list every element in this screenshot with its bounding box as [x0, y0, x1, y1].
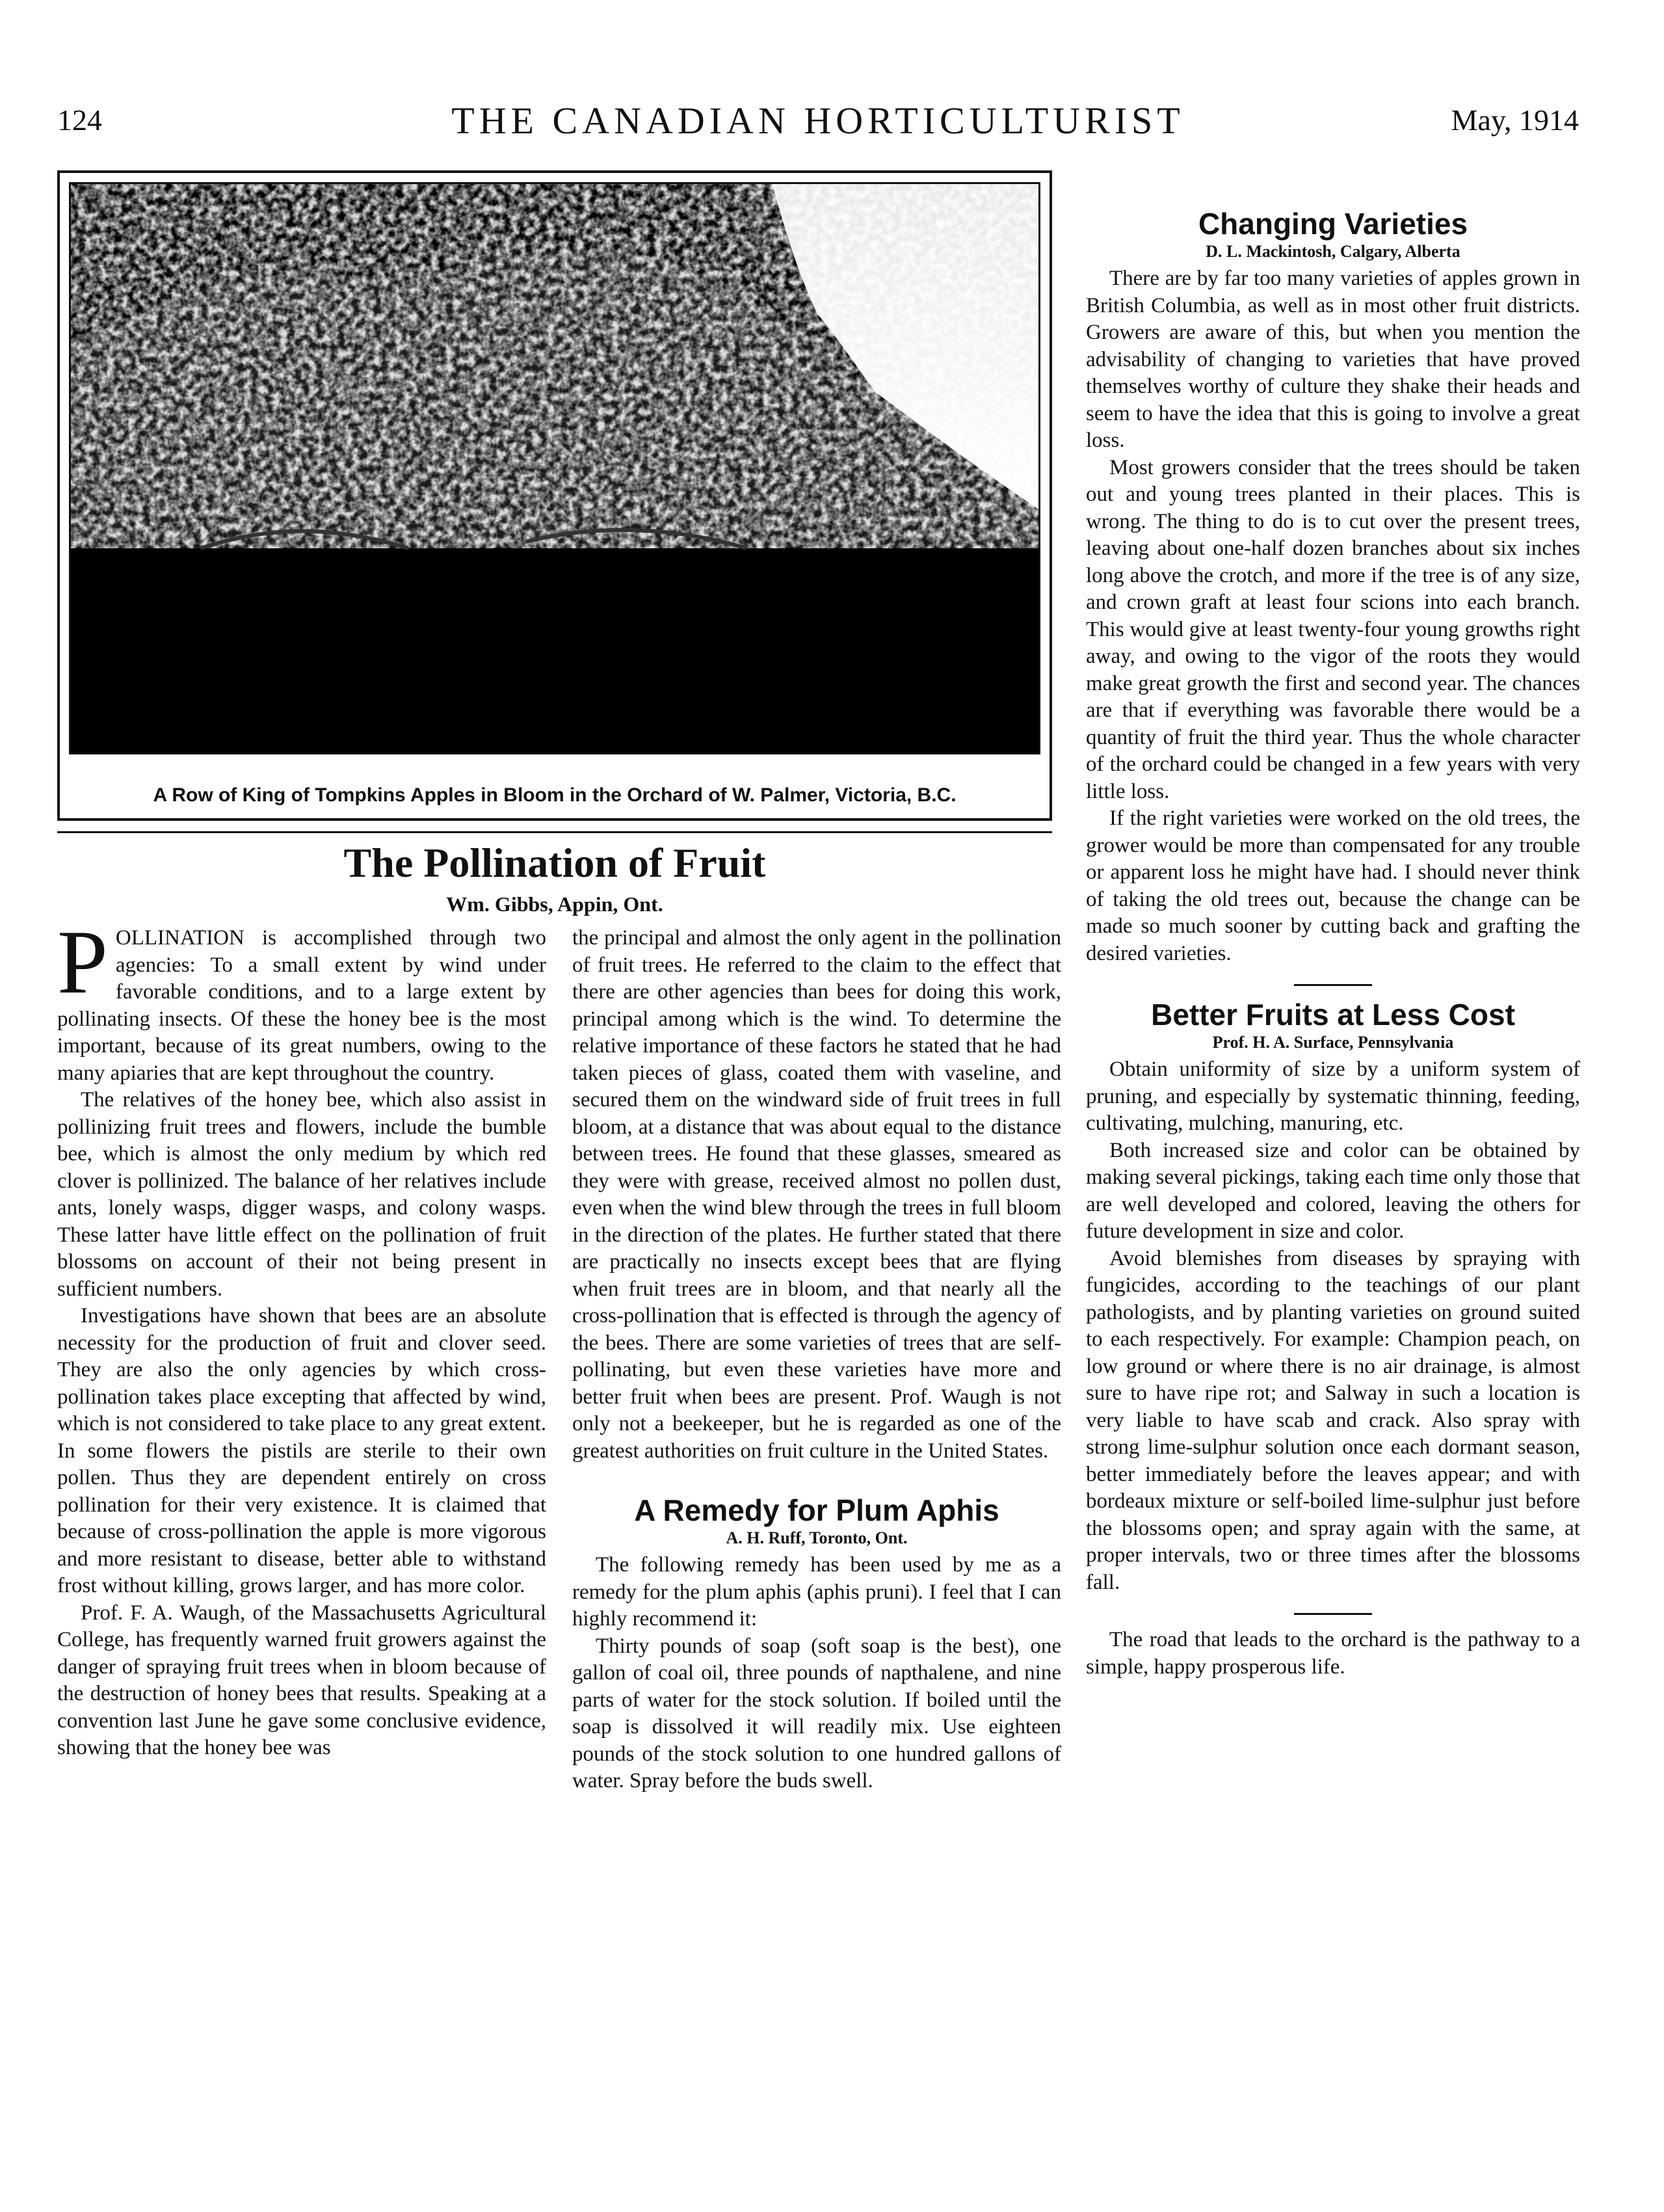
- section-divider: [1294, 984, 1372, 986]
- pollination-paragraph: The relatives of the honey bee, which also assist in pollinizing fruit trees and flowers, include the bumble bee, which is almost the only medium by which red clover is pollinized. The balance of her relatives include ants, lonely wasps, digger wasps, and colony wasps. These latter have little effect on the pollination of fruit blossoms on account of their not being present in sufficient numbers.: [57, 1088, 546, 1301]
- photo-caption: A Row of King of Tompkins Apples in Bloom in the Orchard of W. Palmer, Victoria, B.C.: [153, 784, 957, 806]
- journal-title: THE CANADIAN HORTICULTURIST: [451, 100, 1185, 142]
- closing-note: The road that leads to the orchard is the pathway to a simple, happy prosperous life.: [1086, 1628, 1580, 1679]
- pollination-paragraph: the principal and almost the only agent in the pollination of fruit trees. He referred to the claim to the effect that there are other agencies than bees for doing this work, principal among which is the wind. To determine the relative importance of these factors he stated that he had taken pieces of glass, coated them with vaseline, and secured them on the windward side of fruit trees in full bloom, at a distance that was about equal to the distance between trees. He found that these glasses, smeared as they were with grease, received almost no pollen dust, even when the wind blew through the trees in full bloom in the direction of the plates. He further stated that there are practically no insects except bees that are flying when fruit trees are in bloom, and that nearly all the cross-pollination that is effected is through the agency of the bees. There are some varieties of trees that are self-pollinating, but even these varieties have more and better fruit when bees are present. Prof. Waugh is not only not a beekeeper, but he is regarded as one of the greatest authorities on fruit culture in the United States.: [572, 926, 1061, 1463]
- plum-aphis-paragraph: The following remedy has been used by me as a remedy for the plum aphis (aphis pruni). I feel that I can highly recommend it:: [572, 1553, 1061, 1631]
- orchard-photo-image: [71, 184, 1038, 753]
- better-fruits-byline: Prof. H. A. Surface, Pennsylvania: [1212, 1033, 1454, 1052]
- section-divider: [57, 831, 1052, 833]
- better-fruits-title: Better Fruits at Less Cost: [1151, 998, 1515, 1032]
- article-title: The Pollination of Fruit: [343, 840, 766, 886]
- pollination-column-1: [57, 912, 546, 1762]
- drop-cap: P: [57, 912, 108, 1013]
- orchard-photo: [69, 182, 1040, 754]
- pollination-paragraph: Investigations have shown that bees are an absolute necessity for the production of fruit and clover seed. They are also the only agencies by which cross-pollination takes place excepting that affected by wind, which is not considered to take place to any great extent. In some flowers the pistils are sterile to their own pollen. Thus they are dependent entirely on cross pollination for their very existence. It is claimed that because of cross-pollination the apple is more vigorous and more resistant to disease, better able to withstand frost without killing, grows larger, and has more color.: [57, 1304, 546, 1597]
- orchard-photo-frame: [57, 170, 1052, 821]
- better-fruits-paragraph: Avoid blemishes from diseases by spraying with fungicides, according to the teachings of our plant pathologists, and by planting varieties on ground suited to each respectively. For example: Champion peach, on low ground or where there is no air drainage, is almost sure to have ripe rot; and Salway in such a location is very liable to have scab and crack. Also spray with strong lime-sulphur solution once each dormant season, better immediately before the leaves appear; and with bordeaux mixture or self-boiled lime-sulphur just before the blossoms open; and spray again with the same, at proper intervals, two or three times after the blossoms fall.: [1086, 1246, 1580, 1594]
- section-divider: [1294, 1613, 1372, 1615]
- plum-aphis-paragraph: Thirty pounds of soap (soft soap is the best), one gallon of coal oil, three pounds of napthalene, and nine parts of water for the stock solution. If boiled until the soap is dissolved it will readily mix. Use eighteen pounds of the stock solution to one hundred gallons of water. Spray before the buds swell.: [572, 1634, 1061, 1792]
- right-column: [1086, 207, 1580, 1681]
- better-fruits-paragraph: Both increased size and color can be obtained by making several pickings, taking each time only those that are well developed and colored, leaving the others for future development in size and color.: [1086, 1138, 1580, 1243]
- pollination-paragraph: Prof. F. A. Waugh, of the Massachusetts Agricultural College, has frequently warned fruit growers against the danger of spraying fruit trees when in bloom because of the destruction of honey bees that results. Speaking at a convention last June he gave some conclusive evidence, showing that the honey bee was: [57, 1601, 546, 1759]
- varieties-paragraph: Most growers consider that the trees should be taken out and young trees planted in their places. This is wrong. The thing to do is to cut over the present trees, leaving about one-half dozen branches about six inches long above the crotch, and more if the tree is of any size, and crown graft at least four scions into each branch. This would give at least twenty-four young growths right away, and owing to the vigor of the roots they would make great growth the first and second year. The chances are that if everything was favorable there would be a quantity of fruit the third year. Thus the whole character of the orchard could be changed in a few years with very little loss.: [1086, 455, 1580, 803]
- varieties-paragraph: If the right varieties were worked on the old trees, the grower would be more than compensated for any trouble or apparent loss he might have had. I should never think of taking the old trees out, because the change can be made so much sooner by cutting back and grafting the desired varieties.: [1086, 806, 1580, 965]
- changing-varieties-title: Changing Varieties: [1198, 207, 1468, 241]
- plum-aphis-byline: A. H. Ruff, Toronto, Ont.: [726, 1528, 908, 1547]
- article-byline: Wm. Gibbs, Appin, Ont.: [446, 892, 663, 916]
- better-fruits-paragraph: Obtain uniformity of size by a uniform system of pruning, and especially by systematic thinning, feeding, cultivating, mulching, manuring, etc.: [1086, 1058, 1580, 1135]
- varieties-paragraph: There are by far too many varieties of apples grown in British Columbia, as well as in most other fruit districts. Growers are aware of this, but when you mention the advisability of changing to varieties that have proved themselves worthy of culture they shake their heads and seem to have the idea that this is going to involve a great loss.: [1086, 267, 1580, 452]
- changing-varieties-byline: D. L. Mackintosh, Calgary, Alberta: [1206, 242, 1460, 261]
- pollination-paragraph: POLLINATION is accomplished through two agencies: To a small extent by wind under favorable conditions, and to a large extent by pollinating insects. Of these the honey bee is the most important, because of its great numbers, owing to the many apiaries that are kept throughout the country.: [57, 912, 546, 1085]
- page-number: 124: [57, 103, 102, 137]
- issue-date: May, 1914: [1451, 103, 1579, 137]
- page-header: [57, 100, 1579, 148]
- pollination-column-2: [572, 925, 1061, 1795]
- plum-aphis-title: A Remedy for Plum Aphis: [634, 1493, 999, 1527]
